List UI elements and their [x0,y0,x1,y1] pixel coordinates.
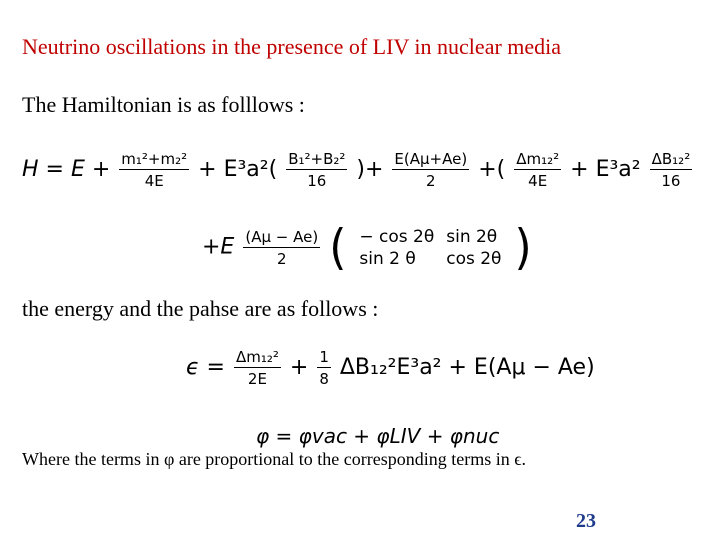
fraction-denominator: 2 [276,249,287,268]
matrix-cell: sin 2θ [446,226,498,247]
fraction-denominator: 16 [661,172,681,190]
fraction-mass-term [119,150,189,190]
matrix-right-paren: ) [514,219,532,276]
fraction-denominator: 4E [528,172,548,190]
fraction-B-term [286,150,347,190]
fraction-numerator: B₁²+B₂² [288,150,346,168]
fraction-numerator: (Aμ − Ae) [245,227,319,246]
energy-equation [186,348,595,388]
fraction-A-diff [243,228,320,268]
fraction-delta-B-term [650,150,693,190]
mixing-matrix [353,226,507,270]
E3a2-term-b: + E³a² [570,157,641,182]
fraction-one-eighth [317,348,331,388]
plus-open-paren: +( [478,157,506,182]
close-paren-plus: )+ [356,157,384,182]
matrix-cell: sin 2 θ [359,248,416,269]
fraction-A-term [392,150,469,190]
fraction-denominator: 4E [144,172,164,190]
slide-title: Neutrino oscillations in the presence of LIV in nuclear media [22,34,562,59]
fraction-numerator: m₁²+m₂² [121,150,188,168]
fraction-numerator: Δm₁₂² [235,348,279,366]
fraction-numerator: E(Aμ+Ae) [394,150,468,168]
energy-intro: the energy and the pahse are as follows : [22,296,379,321]
fraction-numerator: ΔB₁₂² [651,150,691,168]
hamiltonian-intro: The Hamiltonian is as folllows : [22,92,305,117]
fraction-denominator: 2E [247,370,267,388]
hamiltonian-equation-line2 [202,219,532,276]
fraction-delta-m-term [514,150,561,190]
fraction-numerator: 1 [319,348,329,366]
phi-equation-text: φ = φvac + φLIV + φnuc [256,424,500,448]
hamiltonian-equation [22,150,694,190]
fraction-denominator: 2 [426,172,436,190]
matrix-cell: − cos 2θ [359,226,435,247]
fraction-denominator: 16 [307,172,327,190]
phase-equation [256,424,499,448]
fraction-denominator: 8 [319,370,329,388]
eps-lhs: ϵ = [186,355,225,380]
page-number: 23 [576,510,596,532]
H-lhs: H = E + [22,157,111,182]
E3a2-term: + E³a²( [198,157,278,182]
eps-plus: + [289,355,309,380]
eps-rest: ΔB₁₂²E³a² + E(Aμ − Ae) [339,355,595,380]
fraction-delta-m-energy [234,348,281,388]
matrix-left-paren: ( [329,219,347,276]
E-prefix: +E [202,234,235,260]
matrix-cell: cos 2θ [446,248,502,269]
where-note: Where the terms in φ are proportional to the corresponding terms in ϵ. [22,449,527,469]
fraction-numerator: Δm₁₂² [516,150,560,168]
